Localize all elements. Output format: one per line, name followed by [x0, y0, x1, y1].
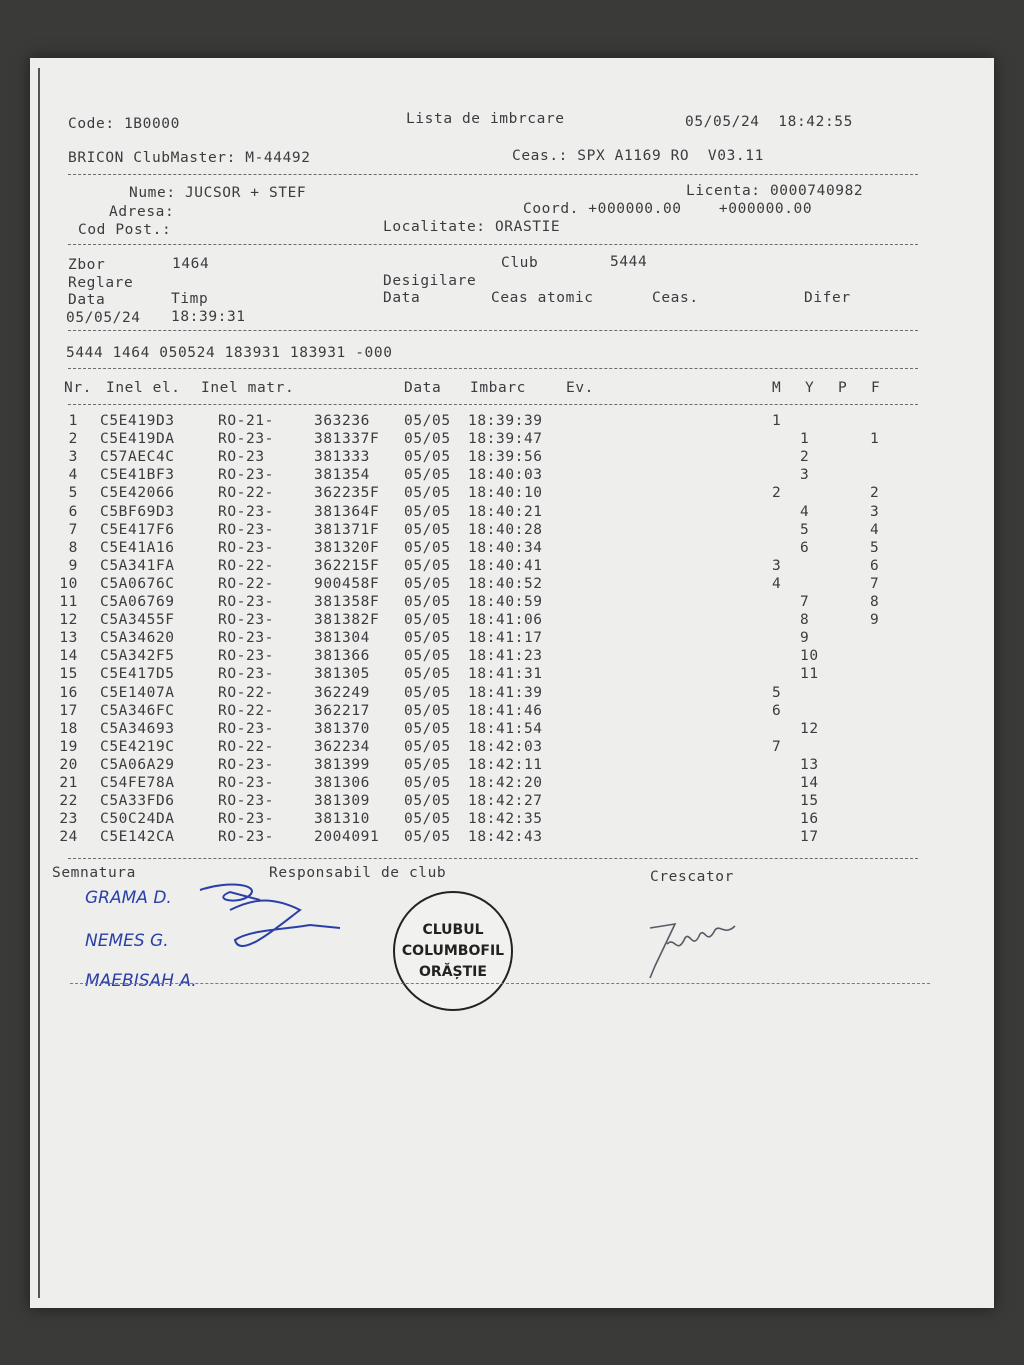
rank-y: 12 — [800, 720, 819, 737]
ring-number: 381354 — [314, 467, 370, 484]
row-date: 05/05 — [404, 756, 451, 773]
rank-f: 5 — [870, 539, 880, 556]
licence-number: Licenta: 0000740982 — [686, 183, 864, 199]
ring-number: 381370 — [314, 720, 370, 737]
electronic-ring: C5BF69D3 — [100, 503, 175, 520]
flight-label: Zbor — [68, 257, 106, 273]
set-time: 18:39:31 — [171, 309, 246, 325]
ring-country-year: RO-23- — [218, 775, 274, 791]
row-number: 13 — [59, 630, 78, 647]
row-date: 05/05 — [404, 666, 451, 683]
ring-country-year: RO-23- — [218, 594, 274, 610]
electronic-ring: C5E41BF3 — [100, 467, 175, 484]
row-number: 23 — [59, 811, 78, 828]
electronic-ring: C57AEC4C — [100, 449, 175, 466]
row-time: 18:41:17 — [468, 630, 543, 647]
rank-m: 3 — [772, 557, 782, 574]
rank-f: 1 — [870, 431, 880, 448]
rank-m: 4 — [772, 575, 782, 592]
rank-f: 6 — [870, 557, 880, 574]
row-number: 10 — [59, 575, 78, 592]
printed-sheet — [30, 58, 994, 1308]
electronic-ring: C5E1407A — [100, 684, 175, 701]
coordinates: Coord. +000000.00 +000000.00 — [523, 201, 813, 217]
row-time: 18:42:35 — [468, 811, 543, 828]
row-time: 18:42:03 — [468, 738, 543, 755]
ring-number: 381364F — [314, 503, 380, 520]
row-number: 19 — [59, 738, 78, 755]
row-time: 18:42:20 — [468, 775, 543, 791]
difference-label: Difer — [804, 290, 851, 306]
ring-number: 381358F — [314, 594, 380, 610]
divider — [68, 174, 918, 175]
ring-country-year: RO-23- — [218, 666, 274, 683]
ring-country-year: RO-23- — [218, 648, 274, 665]
row-time: 18:41:31 — [468, 666, 543, 683]
handwritten-name-3: MAEBISAH A. — [85, 971, 197, 991]
rank-m: 2 — [772, 485, 782, 502]
ring-country-year: RO-21- — [218, 413, 274, 429]
ring-number: 381333 — [314, 449, 370, 466]
rank-y: 4 — [800, 503, 810, 520]
rank-f: 2 — [870, 485, 880, 502]
rank-m: 7 — [772, 738, 782, 755]
row-number: 21 — [59, 775, 78, 791]
col-nr: Nr. — [64, 380, 92, 396]
ring-number: 381399 — [314, 756, 370, 773]
ring-country-year: RO-22- — [218, 485, 274, 502]
ring-country-year: RO-23- — [218, 431, 274, 448]
row-date: 05/05 — [404, 612, 451, 629]
row-number: 22 — [59, 793, 78, 810]
ring-country-year: RO-23- — [218, 630, 274, 647]
rank-y: 6 — [800, 539, 810, 556]
ring-number: 362249 — [314, 684, 370, 701]
row-time: 18:41:39 — [468, 684, 543, 701]
row-number: 7 — [68, 521, 78, 538]
ring-number: 381382F — [314, 612, 380, 629]
ring-number: 362215F — [314, 557, 380, 574]
stamp-line-3: ORĂȘTIE — [419, 963, 487, 980]
electronic-ring: C54FE78A — [100, 775, 175, 791]
row-date: 05/05 — [404, 467, 451, 484]
electronic-ring: C5A34620 — [100, 630, 175, 647]
row-time: 18:40:59 — [468, 594, 543, 610]
row-number: 18 — [59, 720, 78, 737]
electronic-ring: C5A341FA — [100, 557, 175, 574]
row-time: 18:40:28 — [468, 521, 543, 538]
row-time: 18:39:56 — [468, 449, 543, 466]
row-time: 18:42:43 — [468, 829, 543, 846]
ring-country-year: RO-22- — [218, 557, 274, 574]
rank-m: 6 — [772, 702, 782, 719]
row-number: 5 — [68, 485, 78, 502]
rank-y: 3 — [800, 467, 810, 484]
row-date: 05/05 — [404, 793, 451, 810]
col-m: M — [772, 380, 782, 396]
row-number: 8 — [68, 539, 78, 556]
rank-y: 7 — [800, 594, 810, 610]
clubmaster-id: BRICON ClubMaster: M-44492 — [68, 150, 311, 166]
rank-y: 5 — [800, 521, 810, 538]
row-number: 12 — [59, 612, 78, 629]
rank-y: 1 — [800, 431, 810, 448]
print-date-time: 05/05/24 18:42:55 — [685, 114, 853, 130]
row-date: 05/05 — [404, 575, 451, 592]
rank-y: 17 — [800, 829, 819, 846]
row-date: 05/05 — [404, 503, 451, 520]
row-date: 05/05 — [404, 413, 451, 429]
stamp-line-2: COLUMBOFIL — [401, 942, 505, 959]
officer-signature — [190, 870, 370, 970]
row-date: 05/05 — [404, 720, 451, 737]
handwritten-name-1: GRAMA D. — [85, 888, 172, 908]
divider — [68, 244, 918, 245]
electronic-ring: C5A06A29 — [100, 756, 175, 773]
row-number: 16 — [59, 684, 78, 701]
ring-number: 381366 — [314, 648, 370, 665]
row-number: 15 — [59, 666, 78, 683]
row-time: 18:40:21 — [468, 503, 543, 520]
electronic-ring: C5E419DA — [100, 431, 175, 448]
rank-y: 8 — [800, 612, 810, 629]
row-date: 05/05 — [404, 648, 451, 665]
col-electronic-ring: Inel el. — [106, 380, 181, 396]
ring-number: 362217 — [314, 702, 370, 719]
electronic-ring: C5A346FC — [100, 702, 175, 719]
col-basketing: Imbarc — [470, 380, 526, 396]
breeder-label: Crescator — [650, 869, 734, 885]
electronic-ring: C5E41A16 — [100, 539, 175, 556]
row-date: 05/05 — [404, 594, 451, 610]
row-date: 05/05 — [404, 738, 451, 755]
divider — [68, 858, 918, 859]
electronic-ring: C5A33FD6 — [100, 793, 175, 810]
row-number: 6 — [68, 503, 78, 520]
rank-y: 15 — [800, 793, 819, 810]
ring-number: 381309 — [314, 793, 370, 810]
row-date: 05/05 — [404, 702, 451, 719]
row-time: 18:39:39 — [468, 413, 543, 429]
row-time: 18:41:54 — [468, 720, 543, 737]
ring-country-year: RO-23- — [218, 793, 274, 810]
setting-label: Reglare — [68, 275, 134, 291]
col-event: Ev. — [566, 380, 594, 396]
row-date: 05/05 — [404, 485, 451, 502]
handwritten-name-2: NEMES G. — [85, 931, 169, 951]
row-time: 18:42:11 — [468, 756, 543, 773]
electronic-ring: C5A3455F — [100, 612, 175, 629]
ring-number: 381371F — [314, 521, 380, 538]
row-number: 2 — [68, 431, 78, 448]
code-label: Code: 1B0000 — [68, 116, 180, 132]
ring-number: 381304 — [314, 630, 370, 647]
ring-number: 363236 — [314, 413, 370, 429]
ring-number: 362235F — [314, 485, 380, 502]
row-number: 17 — [59, 702, 78, 719]
rank-y: 11 — [800, 666, 819, 683]
row-time: 18:40:03 — [468, 467, 543, 484]
rank-m: 5 — [772, 684, 782, 701]
electronic-ring: C50C24DA — [100, 811, 175, 828]
rank-f: 7 — [870, 575, 880, 592]
electronic-ring: C5A06769 — [100, 594, 175, 610]
row-number: 14 — [59, 648, 78, 665]
row-time: 18:39:47 — [468, 431, 543, 448]
signature-label: Semnatura — [52, 865, 136, 881]
ring-country-year: RO-22- — [218, 575, 274, 592]
owner-name: Nume: JUCSOR + STEF — [129, 185, 307, 201]
document-title: Lista de imbrcare — [406, 111, 565, 127]
rank-y: 10 — [800, 648, 819, 665]
divider — [68, 330, 918, 331]
ring-number: 381305 — [314, 666, 370, 683]
electronic-ring: C5E417D5 — [100, 666, 175, 683]
flight-number: 1464 — [172, 256, 210, 272]
row-date: 05/05 — [404, 811, 451, 828]
col-f: F — [871, 380, 881, 396]
clock-id: Ceas.: SPX A1169 RO V03.11 — [512, 148, 764, 164]
electronic-ring: C5E417F6 — [100, 521, 175, 538]
col-date: Data — [404, 380, 442, 396]
col-ring-number: Inel matr. — [201, 380, 295, 396]
row-time: 18:40:52 — [468, 575, 543, 592]
row-number: 1 — [68, 413, 78, 429]
electronic-ring: C5E419D3 — [100, 413, 175, 429]
row-time: 18:40:34 — [468, 539, 543, 556]
row-date: 05/05 — [404, 557, 451, 574]
ring-country-year: RO-23- — [218, 503, 274, 520]
club-officer-label: Responsabil de club — [269, 865, 447, 881]
col-y: Y — [805, 380, 815, 396]
ring-number: 381320F — [314, 539, 380, 556]
date-label-2: Data — [383, 290, 421, 306]
row-number: 11 — [59, 594, 78, 610]
row-date: 05/05 — [404, 775, 451, 791]
ring-number: 381306 — [314, 775, 370, 791]
stamp-line-1: CLUBUL — [422, 921, 484, 938]
rank-f: 3 — [870, 503, 880, 520]
date-label: Data — [68, 292, 106, 308]
ring-country-year: RO-23 — [218, 449, 265, 466]
ring-country-year: RO-23- — [218, 829, 274, 846]
row-date: 05/05 — [404, 829, 451, 846]
time-label: Timp — [171, 291, 209, 307]
club-stamp — [393, 891, 513, 1011]
electronic-ring: C5E142CA — [100, 829, 175, 846]
rank-y: 14 — [800, 775, 819, 791]
electronic-ring: C5A342F5 — [100, 648, 175, 665]
row-number: 24 — [59, 829, 78, 846]
divider — [68, 368, 918, 369]
row-date: 05/05 — [404, 449, 451, 466]
clock-label: Ceas. — [652, 290, 699, 306]
rank-y: 16 — [800, 811, 819, 828]
electronic-ring: C5E42066 — [100, 485, 175, 502]
electronic-ring: C5A34693 — [100, 720, 175, 737]
ring-country-year: RO-23- — [218, 720, 274, 737]
row-time: 18:40:10 — [468, 485, 543, 502]
row-date: 05/05 — [404, 521, 451, 538]
ring-country-year: RO-23- — [218, 521, 274, 538]
row-date: 05/05 — [404, 630, 451, 647]
atomic-clock-label: Ceas atomic — [491, 290, 594, 306]
row-time: 18:41:06 — [468, 612, 543, 629]
rank-f: 9 — [870, 612, 880, 629]
rank-y: 2 — [800, 449, 810, 466]
ring-country-year: RO-22- — [218, 684, 274, 701]
rank-f: 4 — [870, 521, 880, 538]
electronic-ring: C5A0676C — [100, 575, 175, 592]
row-time: 18:41:23 — [468, 648, 543, 665]
row-time: 18:40:41 — [468, 557, 543, 574]
ring-country-year: RO-23- — [218, 756, 274, 773]
ring-number: 2004091 — [314, 829, 380, 846]
set-date: 05/05/24 — [66, 310, 141, 326]
ring-number: 900458F — [314, 575, 380, 592]
ring-country-year: RO-23- — [218, 612, 274, 629]
row-date: 05/05 — [404, 431, 451, 448]
row-number: 3 — [68, 449, 78, 466]
club-label: Club — [501, 255, 539, 271]
ring-number: 381310 — [314, 811, 370, 828]
rank-y: 13 — [800, 756, 819, 773]
address-label: Adresa: — [109, 204, 175, 220]
unsealing-label: Desigilare — [383, 273, 477, 289]
ring-country-year: RO-23- — [218, 467, 274, 484]
ring-number: 362234 — [314, 738, 370, 755]
ring-number: 381337F — [314, 431, 380, 448]
row-number: 9 — [68, 557, 78, 574]
col-p: P — [838, 380, 848, 396]
row-date: 05/05 — [404, 539, 451, 556]
page-fold-line — [38, 68, 40, 1298]
rank-m: 1 — [772, 413, 782, 429]
divider — [70, 983, 930, 984]
ring-country-year: RO-22- — [218, 702, 274, 719]
row-time: 18:42:27 — [468, 793, 543, 810]
row-time: 18:41:46 — [468, 702, 543, 719]
row-number: 4 — [68, 467, 78, 484]
ring-country-year: RO-23- — [218, 539, 274, 556]
rank-y: 9 — [800, 630, 810, 647]
breeder-signature — [645, 916, 765, 986]
ring-country-year: RO-23- — [218, 811, 274, 828]
postcode-label: Cod Post.: — [78, 222, 172, 238]
summary-line: 5444 1464 050524 183931 183931 -000 — [66, 345, 393, 361]
row-number: 20 — [59, 756, 78, 773]
electronic-ring: C5E4219C — [100, 738, 175, 755]
club-number: 5444 — [610, 254, 648, 270]
ring-country-year: RO-22- — [218, 738, 274, 755]
rank-f: 8 — [870, 594, 880, 610]
divider — [68, 404, 918, 405]
locality: Localitate: ORASTIE — [383, 219, 561, 235]
row-date: 05/05 — [404, 684, 451, 701]
